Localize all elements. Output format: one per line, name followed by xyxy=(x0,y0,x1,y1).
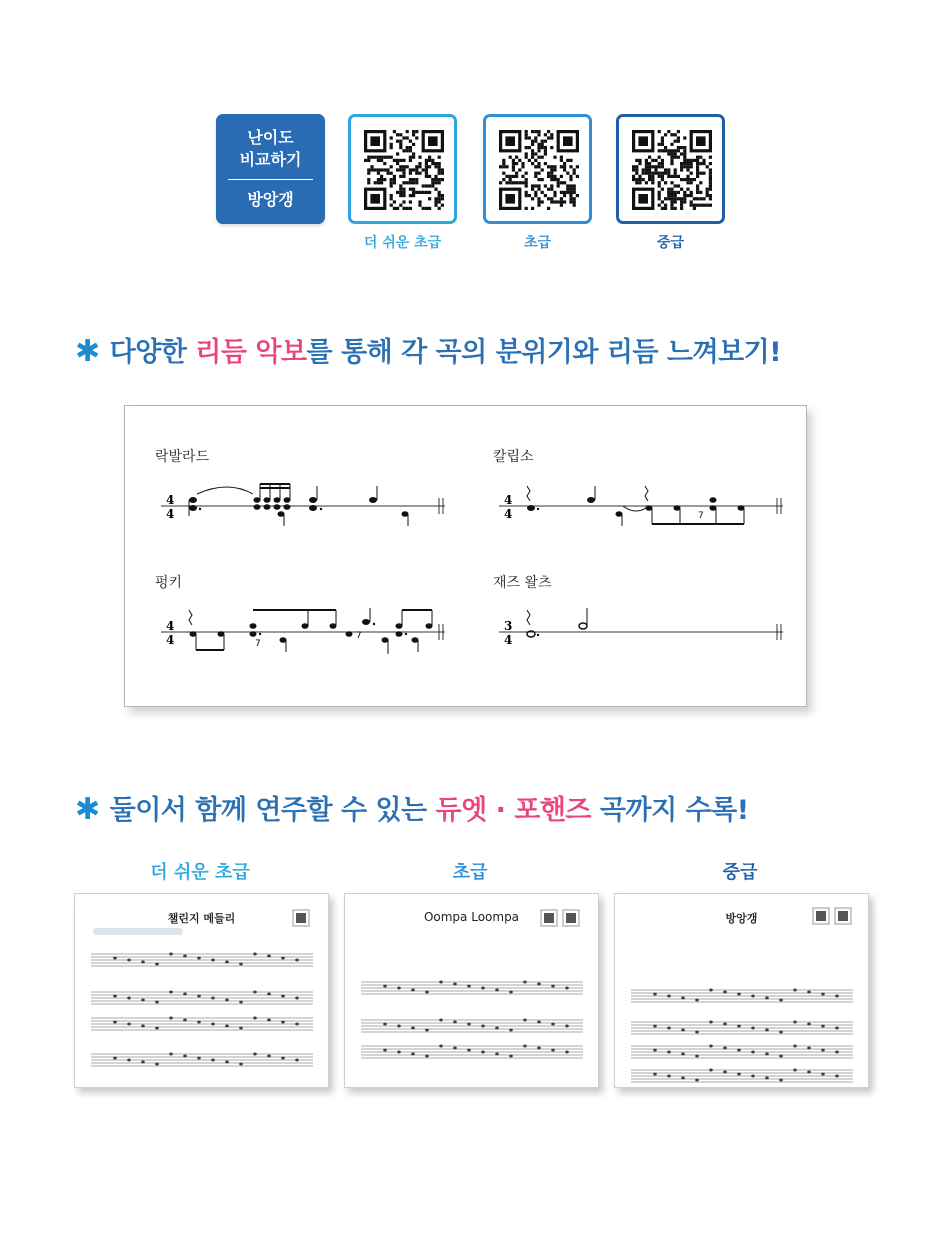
badge-line2: 비교하기 xyxy=(239,150,302,169)
svg-text:7: 7 xyxy=(698,511,704,521)
asterisk-icon: ✱ xyxy=(75,334,100,369)
svg-text:4: 4 xyxy=(504,633,513,647)
heading-highlight: 리듬 악보 xyxy=(195,337,307,368)
sheet-music-preview xyxy=(75,894,328,1087)
rhythm-staff-jazz-waltz xyxy=(491,604,791,664)
rhythm-section-heading xyxy=(75,330,781,369)
svg-text:4: 4 xyxy=(166,507,175,521)
heading-pre: 둘이서 함께 연주할 수 있는 xyxy=(109,795,436,826)
rhythm-label-calypso: 칼립소 xyxy=(493,449,534,465)
heading-highlight: 듀엣 · 포핸즈 xyxy=(435,795,592,826)
qr-code-icon xyxy=(364,130,444,210)
rhythm-label-funky: 펑키 xyxy=(155,575,183,591)
svg-text:4: 4 xyxy=(166,493,175,507)
sheet-level-beginner: 초급 xyxy=(452,862,488,883)
rhythm-label-rock-ballad: 락발라드 xyxy=(155,449,210,465)
heading-post: 를 통해 각 곡의 분위기와 리듬 느껴보기! xyxy=(306,337,782,368)
svg-text:4: 4 xyxy=(166,633,175,647)
heading-pre: 다양한 xyxy=(109,337,196,368)
sheet-level-easier-beginner: 더 쉬운 초급 xyxy=(150,862,250,883)
svg-text:7: 7 xyxy=(356,631,362,641)
rhythm-score-panel xyxy=(124,405,807,707)
sheet-level-intermediate: 중급 xyxy=(722,862,758,883)
sheet-title: 챌린지 메들리 xyxy=(167,912,236,925)
qr-label-easier-beginner: 더 쉬운 초급 xyxy=(363,235,442,251)
asterisk-icon: ✱ xyxy=(75,792,100,827)
svg-text:3: 3 xyxy=(504,619,513,633)
rhythm-label-jazz-waltz: 재즈 왈츠 xyxy=(493,575,552,591)
qr-code-intermediate[interactable] xyxy=(616,114,725,224)
sheet-title: Oompa Loompa xyxy=(423,910,520,924)
difficulty-compare-badge xyxy=(216,114,325,224)
qr-code-icon xyxy=(499,130,579,210)
rhythm-staff-calypso xyxy=(491,478,791,538)
sheet-title: 방앙갱 xyxy=(725,912,758,925)
svg-text:4: 4 xyxy=(504,507,513,521)
qr-code-beginner[interactable] xyxy=(483,114,592,224)
qr-label-beginner: 초급 xyxy=(523,235,552,251)
badge-song: 방앙갱 xyxy=(247,190,294,209)
rhythm-staff-rock-ballad xyxy=(153,478,453,538)
duet-section-heading xyxy=(75,788,749,827)
qr-label-intermediate: 중급 xyxy=(656,235,685,251)
heading-post: 곡까지 수록! xyxy=(591,795,749,826)
badge-line1: 난이도 xyxy=(247,128,294,147)
qr-code-easier-beginner[interactable] xyxy=(348,114,457,224)
sheet-thumbnail-bang-ang-gaeng[interactable] xyxy=(614,893,869,1088)
sheet-music-preview xyxy=(345,894,598,1087)
sheet-thumbnail-challenge-medley[interactable] xyxy=(74,893,329,1088)
svg-text:4: 4 xyxy=(504,493,513,507)
svg-text:4: 4 xyxy=(166,619,175,633)
qr-code-icon xyxy=(632,130,712,210)
sheet-music-preview xyxy=(615,894,868,1087)
sheet-thumbnail-oompa-loompa[interactable] xyxy=(344,893,599,1088)
rhythm-staff-funky xyxy=(153,604,453,664)
svg-text:7: 7 xyxy=(255,639,261,649)
badge-divider xyxy=(228,179,313,180)
